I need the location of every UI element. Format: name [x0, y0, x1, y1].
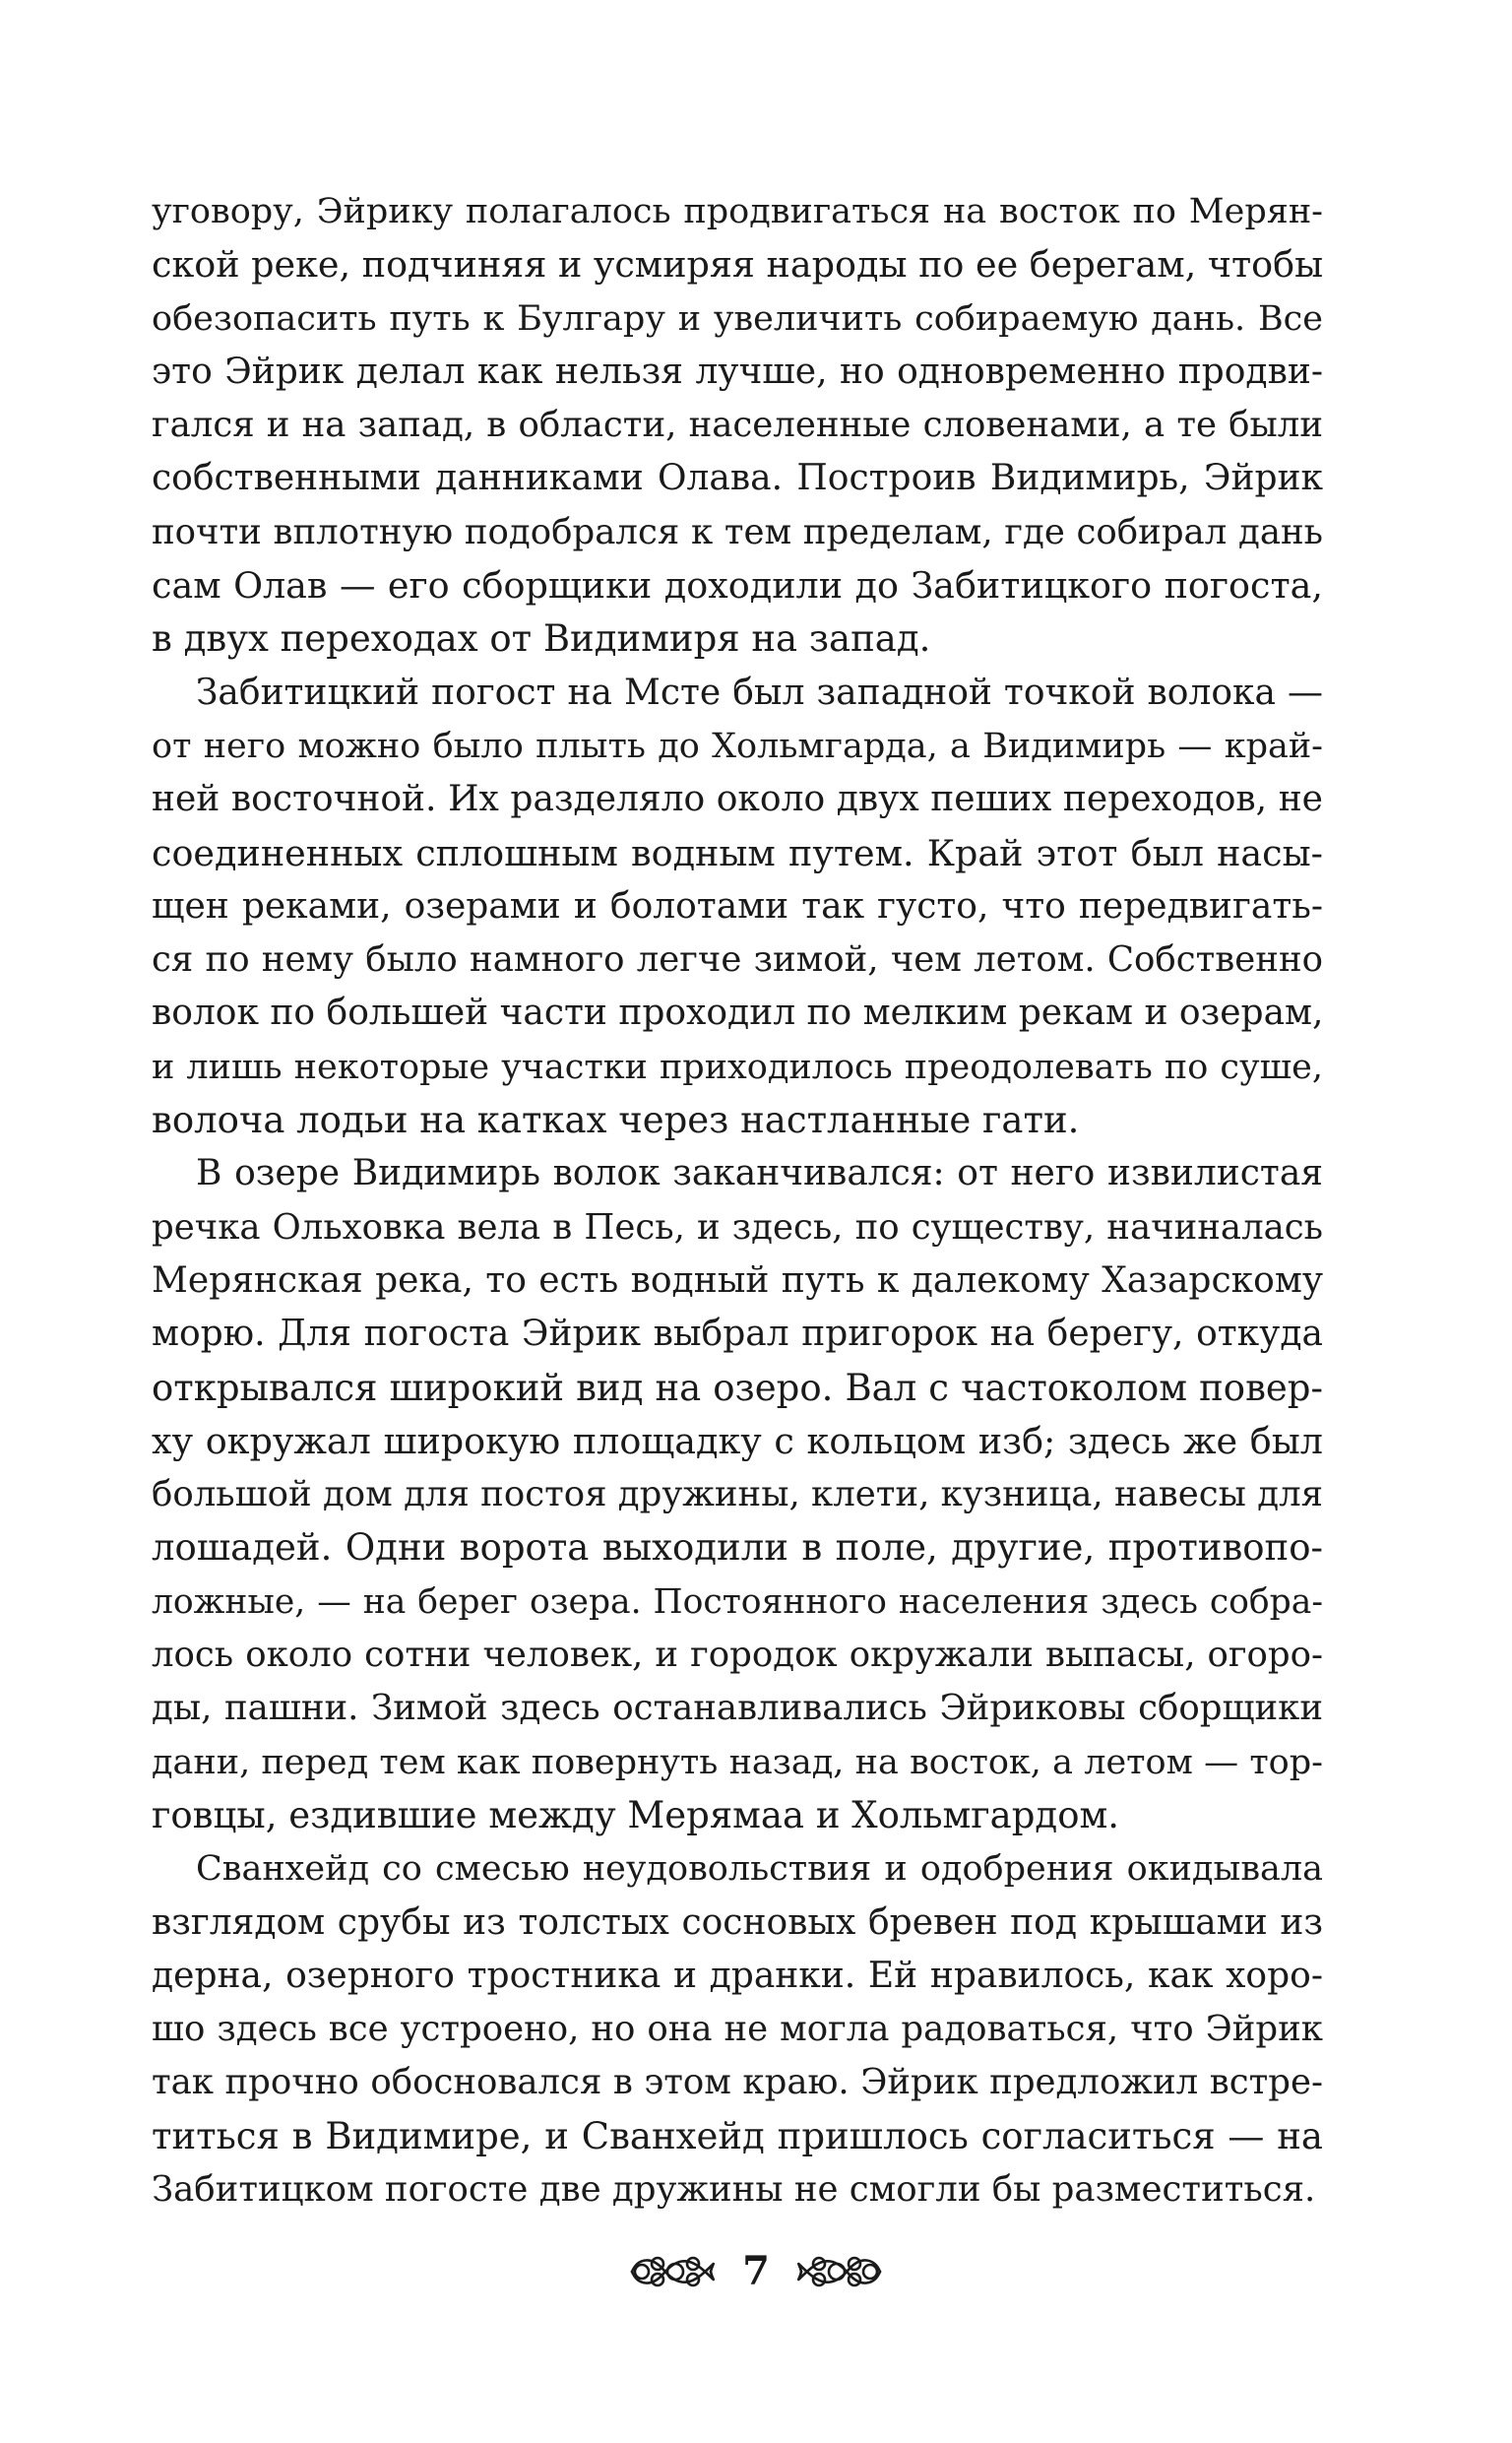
text-line: титься в Видимире, и Сванхейд пришлось согласиться — на — [152, 2114, 1323, 2157]
text-line: ды, пашни. Зимой здесь останавливались Эйриковы сборщики — [152, 1688, 1323, 1729]
text-line: говцы, ездившие между Мерямаа и Хольмгардом. — [152, 1793, 1120, 1836]
text-line: соединенных сплошным водным путем. Край этот был насы- — [152, 831, 1323, 874]
knot-ornament-icon — [628, 2252, 715, 2291]
text-line: открывался широкий вид на озеро. Вал с частоколом повер- — [152, 1366, 1323, 1409]
text-line: дерна, озерного тростника и дранки. Ей нравилось, как хоро- — [152, 1955, 1323, 1996]
text-line: Забитицком погосте две дружины не смогли бы разместиться. — [152, 2168, 1316, 2210]
text-line: большой дом для постоя дружины, клети, кузница, навесы для — [152, 1474, 1324, 1515]
text-line: это Эйрик делал как нельзя лучше, но одновременно продви- — [152, 351, 1323, 392]
text-line: лошадей. Одни ворота выходили в поле, другие, противопо- — [152, 1526, 1323, 1570]
text-line: взглядом срубы из толстых сосновых бревен под крышами из — [152, 1901, 1323, 1943]
text-line: от него можно было плыть до Хольмгарда, а Видимирь — край- — [152, 726, 1323, 766]
text-line: почти вплотную подобрался к тем пределам, где собирал дань — [152, 511, 1323, 552]
text-line: ней восточной. Их разделяло около двух пеших переходов, не — [152, 779, 1323, 820]
text-line: ской реке, подчиняя и усмиряя народы по ее берегам, чтобы — [152, 243, 1324, 287]
text-line: В озере Видимирь волок заканчивался: от него извилистая — [196, 1153, 1323, 1194]
text-line: ложные, — на берег озера. Постоянного населения здесь собра- — [152, 1581, 1323, 1622]
text-line: и лишь некоторые участки приходилось преодолевать по суше, — [152, 1047, 1323, 1087]
text-line: ху окружал широкую площадку с кольцом изб; здесь же был — [152, 1419, 1323, 1462]
paragraph — [152, 1147, 1323, 1842]
text-line: в двух переходах от Видимиря на запад. — [152, 617, 931, 661]
text-line: уговору, Эйрику полагалось продвигаться на восток по Мерян- — [152, 192, 1323, 231]
page-body-text — [152, 185, 1323, 2217]
text-line: сам Олав — его сборщики доходили до Забитицкого погоста, — [152, 564, 1323, 608]
text-line: Забитицкий погост на Мсте был западной точкой волока — — [196, 672, 1323, 713]
text-line: дани, перед тем как повернуть назад, на восток, а летом — тор- — [152, 1742, 1323, 1782]
text-line: волок по большей части проходил по мелким рекам и озерам, — [152, 993, 1324, 1034]
paragraph — [152, 185, 1323, 667]
text-line: Мерянская река, то есть водный путь к далекому Хазарскому — [152, 1259, 1323, 1301]
text-line: шо здесь все устроено, но она не могла радоваться, что Эйрик — [152, 2009, 1323, 2050]
text-line: щен реками, озерами и болотами так густо, что передвигать- — [152, 885, 1323, 927]
text-line: гался и на запад, в области, населенные словенами, а те были — [152, 405, 1323, 446]
page-number: 7 — [742, 2248, 770, 2294]
text-line: собственными данниками Олава. Построив Видимирь, Эйрик — [152, 458, 1323, 499]
text-line: Сванхейд со смесью неудовольствия и одобрения окидывала — [196, 1849, 1323, 1890]
text-line: ся по нему было намного легче зимой, чем летом. Собственно — [152, 939, 1323, 981]
page-footer — [0, 2242, 1512, 2301]
paragraph — [152, 667, 1323, 1148]
text-line: лось около сотни человек, и городок окружали выпасы, огоро- — [152, 1635, 1323, 1676]
text-line: морю. Для погоста Эйрик выбрал пригорок на берегу, откуда — [152, 1314, 1323, 1355]
paragraph — [152, 1842, 1323, 2217]
text-line: обезопасить путь к Булгару и увеличить собираемую дань. Все — [152, 298, 1323, 339]
knot-ornament-icon — [797, 2252, 884, 2291]
text-line: так прочно обосновался в этом краю. Эйрик предложил встре- — [152, 2062, 1323, 2103]
text-line: волоча лодьи на катках через настланные гати. — [152, 1099, 1080, 1142]
text-line: речка Ольховка вела в Песь, и здесь, по существу, начиналась — [152, 1206, 1323, 1248]
